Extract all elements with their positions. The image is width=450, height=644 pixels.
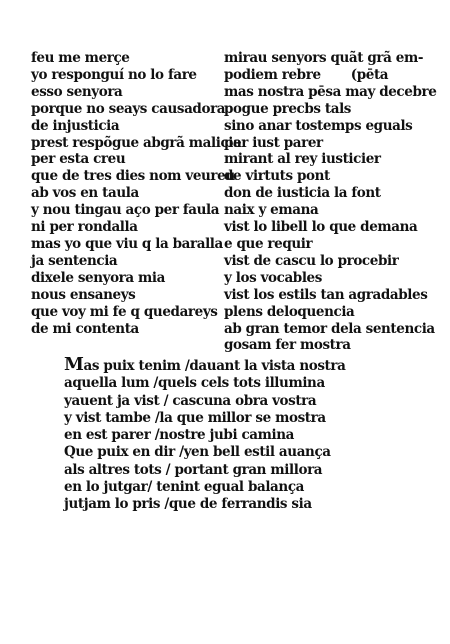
verse-line: e que requir <box>224 235 313 252</box>
verse-line: ab gran temor dela sentencia <box>224 320 435 337</box>
verse-line: vist lo libell lo que demana <box>224 219 418 236</box>
verse-line: prest respõgue abgrã malicia <box>31 134 242 151</box>
verse-line: de injusticia <box>31 117 120 134</box>
verse-line: per iust parer <box>224 134 323 151</box>
verse-line-rest: as puix tenim /dauant la vista nostra <box>83 358 346 374</box>
verse-line: en est parer /nostre jubi camina <box>64 427 295 444</box>
decorated-initial: M <box>64 354 84 375</box>
verse-line: yo responguí no lo fare <box>31 66 197 83</box>
verse-line: gosam fer mostra <box>224 337 351 354</box>
verse-line: en lo jutgar/ tenint egual balança <box>64 479 304 496</box>
verse-line: y los vocables <box>224 269 322 286</box>
verse-line: nous ensaneys <box>31 286 136 303</box>
verse-line: aquella lum /quels cels tots illumina <box>64 375 325 392</box>
verse-line: de virtuts pont <box>224 168 330 185</box>
verse-line: ni per rondalla <box>31 219 138 236</box>
verse-line: mas yo que viu q la baralla <box>31 235 223 252</box>
verse-line: mas nostra pēsa may decebre <box>224 83 437 100</box>
verse-line: jutjam lo pris /que de ferrandis sia <box>64 496 312 513</box>
verse-line: Que puix en dir /yen bell estil auança <box>64 444 331 461</box>
verse-line: ab vos en taula <box>31 185 139 202</box>
verse-line: sino anar tostemps eguals <box>224 117 413 134</box>
right-verse-column <box>224 50 437 354</box>
verse-line: naix y emana <box>224 202 319 219</box>
verse-line: feu me merçe <box>31 50 130 66</box>
verse-line: vist de cascu lo procebir <box>224 252 399 269</box>
verse-line: que voy mi fe q quedareys <box>31 303 218 320</box>
verse-line: y nou tingau aço per faula <box>31 202 220 219</box>
verse-line: esso senyora <box>31 83 123 100</box>
verse-line: que de tres dies nom veureu <box>31 168 235 185</box>
verse-line: porque no seays causadora <box>31 100 226 117</box>
verse-line: pogue precbs tals <box>224 100 352 117</box>
final-stanza <box>64 356 384 514</box>
verse-line: als altres tots / portant gran millora <box>64 461 323 478</box>
verse-line: y vist tambe /la que millor se mostra <box>64 409 326 426</box>
left-verse-column <box>31 50 242 337</box>
stanza-first-line <box>64 356 384 375</box>
verse-line: vist los estils tan agradables <box>224 286 428 303</box>
verse-line: de mi contenta <box>31 320 139 337</box>
verse-line: mirau senyors quãt grã em- <box>224 50 424 66</box>
verse-line: mirant al rey iusticier <box>224 151 381 168</box>
verse-line: podiem rebre (pēta <box>224 66 389 83</box>
verse-line: yauent ja vist / cascuna obra vostra <box>64 392 317 409</box>
verse-line: don de iusticia la font <box>224 185 381 202</box>
verse-line: dixele senyora mia <box>31 269 165 286</box>
verse-line: ja sentencia <box>31 252 118 269</box>
verse-line: plens deloquencia <box>224 303 355 320</box>
verse-line: per esta creu <box>31 151 126 168</box>
